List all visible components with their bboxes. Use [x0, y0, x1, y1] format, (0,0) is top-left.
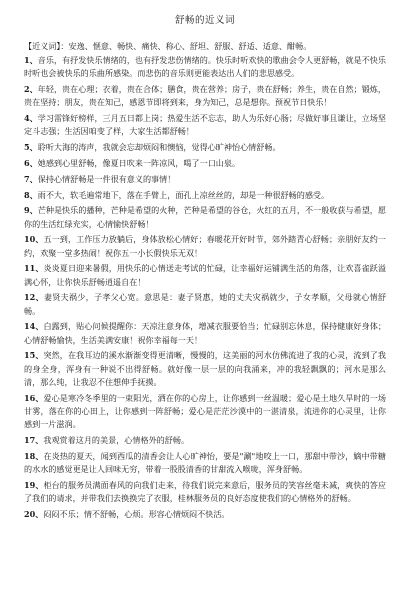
list-item [24, 112, 386, 138]
item-text: 年轻，贵在心理；衣着，贵在合体；膳食，贵在营养；房子，贵在舒畅；养生，贵在自然；锻炼，贵在坚持；朋友，贵在知己，感恩节即将到来，身为知己，总是想你。预祝节日快乐！ [24, 84, 386, 108]
item-number: 1、 [24, 55, 38, 66]
list-item [24, 83, 386, 109]
item-text: 闷闷不乐；情不舒畅，心烦。形容心情烦闷不快活。 [43, 508, 230, 519]
item-number: 5、 [24, 142, 38, 153]
item-text: 她感到心里舒畅，像夏日吹来一阵凉风，喝了一口山泉。 [37, 158, 241, 168]
item-number: 6、 [24, 158, 38, 168]
item-text: 柜台的服务员满面春风的向我们走来，待我们说完来意后，服务员的笑容丝毫未减，爽快的答应了我们的请求，并带我们去换换完了衣服，桂林服务员的良好态度使我们的心情格外的舒畅。 [24, 479, 386, 503]
item-text: 炎炎夏日迎来暑假，用快乐的心情送走考试的忙碌，让幸福好运铺满生活的角落，让欢喜雀跃溢满心怀，让你快乐舒畅逍遥自在！ [24, 263, 386, 287]
item-text: 白露到，贴心问候提醒你：天凉注意身体，增减衣服要恰当；忙碌别忘休息，保持健康好身体；心情舒畅愉快，生活美满安康！祝你幸福每一天！ [24, 321, 386, 345]
item-text: 雨不大，软毛遍常地下，落在手臂上，面孔上凉丝丝的，却是一种很舒畅的感受。 [37, 189, 330, 200]
list-item [24, 233, 386, 259]
list-item [24, 291, 386, 317]
item-text: 聆听大海的涛声，我就会忘却烦闷和懊恼，觉得心旷神怡心情舒畅。 [37, 142, 281, 153]
example-sentence-list [24, 54, 386, 521]
list-item [24, 349, 386, 389]
item-text: 在炎热的夏天，闻到西瓜的清香会让人心旷神怡，要是"涮"地咬上一口，那甜中带沙，嫡中带糖的水水的感觉更是让人回味无穷，带着一股股清香的甘甜流入喉咙，浑身舒畅。 [24, 450, 387, 474]
list-item [24, 157, 386, 170]
item-number: 15、 [24, 350, 44, 361]
item-text: 妻贤夫祸少，子孝父心宽。意思是：妻子贤惠，她的丈夫灾祸就少，子女孝顺，父母就心情舒畅。 [24, 292, 386, 316]
item-number: 12、 [24, 292, 44, 303]
item-number: 10、 [24, 234, 44, 245]
list-item [24, 392, 386, 432]
synonyms-text: ：安逸、惬意、畅快、痛快、称心、舒坦、舒服、舒适、适意、酣畅。 [60, 41, 312, 51]
item-number: 19、 [24, 479, 44, 490]
item-text: 我观赏着这月的美景，心情格外的舒畅。 [43, 434, 190, 445]
list-item [24, 262, 386, 288]
item-text: 爱心是寒冷冬季里的一束阳光，洒在你的心房上，让你感到一丝温暖；爱心是土地久旱时的一场甘雾，落在你的心田上，让你感到一阵舒畅；爱心是茫茫沙漠中的一湛清泉，流进你的心灵里，让你感到一片滋润。 [24, 392, 386, 429]
list-item [24, 173, 386, 186]
list-item [24, 434, 386, 447]
synonyms-line [24, 40, 386, 52]
document-title: 舒畅的近义词 [174, 15, 235, 26]
item-number: 11、 [24, 263, 44, 274]
item-number: 4、 [24, 113, 38, 124]
item-text: 五一到，工作压力放躺后，身体放松心情好；春暖花开好时节，郊外踏青心舒畅；亲朋好友约一约，欢聚一堂多热闹！祝你五一小长假快乐无双！ [24, 234, 386, 258]
list-item [24, 508, 386, 521]
item-number: 16、 [24, 392, 44, 403]
item-number: 9、 [24, 205, 38, 216]
item-number: 14、 [24, 321, 44, 332]
list-item [24, 320, 386, 346]
item-number: 2、 [24, 84, 38, 95]
item-number: 7、 [24, 173, 38, 184]
list-item [24, 54, 386, 80]
list-item [24, 189, 386, 202]
item-number: 18、 [24, 450, 44, 461]
list-item [24, 204, 386, 230]
synonyms-label: 【近义词】 [24, 41, 61, 51]
item-text: 芒种是快乐的播种，芒种是希望的火种，芒种是希望的谷仓，火红的五月，不一般收获与希望，愿你的生活红绿充实，心情愉快舒畅！ [24, 205, 386, 229]
list-item [24, 141, 386, 154]
item-text: 学习雷锋好榜样，三月五日都上岗；热爱生活不忘志，助人为乐好心肠；尽做好事且谦让，立场坚定斗志强；生活因咱变了样，大家生活都舒畅！ [24, 113, 386, 137]
item-number: 17、 [24, 434, 44, 445]
item-number: 20、 [24, 508, 44, 519]
item-text: 突然，在我耳边的溪水渐渐变得更清晰，慢慢的，这美丽的河水仿佛流进了我的心灵，流到了我的身全身，浑身有一种说不出得舒畅。就好像一层一层的向我涌来，冲的我轻飘飘的；河水是那么清，那么纯，让我忍不住想伸手抚摸。 [24, 350, 386, 387]
item-text: 音乐，有抒发快乐情绪的，也有抒发悲伤情绪的。快乐时听欢快的歌曲会令人更舒畅，就是不快乐时听也会被快乐的乐曲所感染。而悲伤的音乐则更能表达出人们的悲思感受。 [24, 55, 386, 79]
list-item [24, 479, 386, 505]
item-number: 8、 [24, 189, 38, 200]
list-item [24, 450, 386, 476]
item-text: 保持心情舒畅是一件很有意义的事情！ [37, 173, 176, 184]
